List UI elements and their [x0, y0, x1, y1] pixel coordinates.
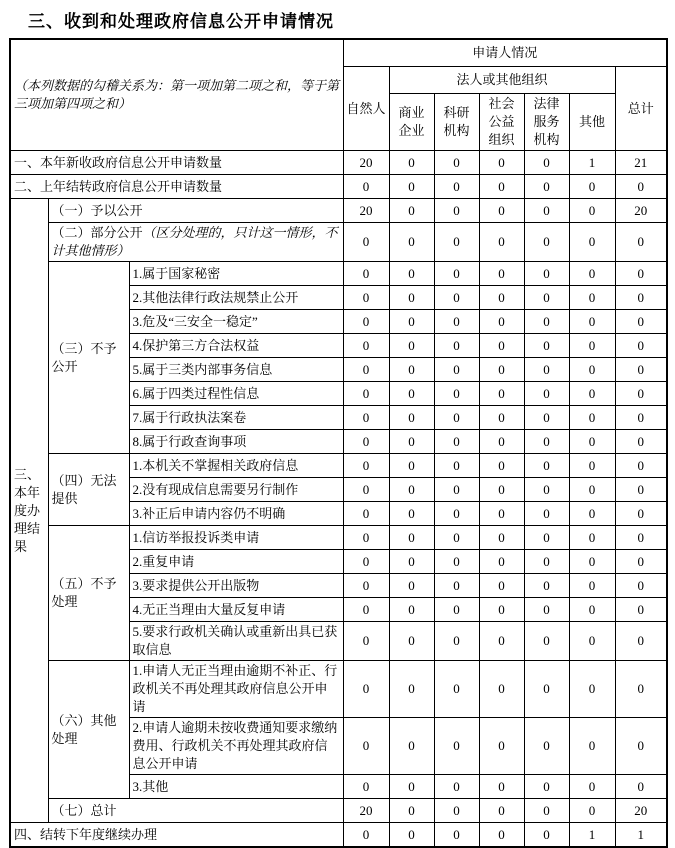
value-cell: 0	[569, 262, 615, 286]
value-cell: 0	[615, 286, 667, 310]
value-cell: 0	[479, 334, 524, 358]
value-cell: 0	[479, 454, 524, 478]
value-cell: 0	[569, 454, 615, 478]
document-page	[0, 7, 675, 842]
value-cell: 0	[343, 550, 389, 574]
value-cell: 0	[615, 334, 667, 358]
value-cell: 0	[615, 406, 667, 430]
value-cell: 0	[389, 823, 434, 848]
value-cell: 0	[434, 358, 479, 382]
subsection-label: （七）总计	[51, 802, 117, 818]
header-row-1	[10, 39, 667, 67]
value-cell: 0	[524, 382, 569, 406]
value-cell: 0	[569, 661, 615, 718]
value-cell: 0	[524, 334, 569, 358]
value-cell: 0	[524, 661, 569, 718]
col-header-total: 总计	[615, 67, 667, 151]
value-cell: 0	[524, 574, 569, 598]
value-cell: 0	[524, 526, 569, 550]
disclosure-requests-table	[9, 38, 668, 848]
row-label-cell: 一、本年新收政府信息公开申请数量	[10, 151, 343, 175]
value-cell: 0	[389, 175, 434, 199]
value-cell: 0	[479, 799, 524, 823]
value-cell: 0	[389, 799, 434, 823]
value-cell: 0	[569, 622, 615, 661]
value-cell: 0	[479, 622, 524, 661]
value-cell: 0	[524, 454, 569, 478]
value-cell: 20	[343, 199, 389, 223]
item-label-cell: 4.保护第三方合法权益	[129, 334, 343, 358]
value-cell: 0	[389, 151, 434, 175]
col-header-natural-person: 自然人	[343, 67, 389, 151]
value-cell: 0	[434, 550, 479, 574]
value-cell: 0	[434, 823, 479, 848]
value-cell: 0	[569, 175, 615, 199]
value-cell: 0	[389, 775, 434, 799]
value-cell: 0	[569, 799, 615, 823]
item-label-cell: 1.信访举报投诉类申请	[129, 526, 343, 550]
value-cell: 0	[343, 286, 389, 310]
value-cell: 0	[434, 310, 479, 334]
table-row-item	[10, 526, 667, 550]
reconciliation-note: （本列数据的勾稽关系为：第一项加第二项之和，等于第三项加第四项之和）	[10, 39, 343, 151]
value-cell: 0	[389, 358, 434, 382]
col-header-business: 商业企业	[389, 94, 434, 151]
value-cell: 0	[343, 622, 389, 661]
value-cell: 0	[343, 454, 389, 478]
value-cell: 0	[434, 151, 479, 175]
value-cell: 0	[524, 550, 569, 574]
value-cell: 0	[615, 550, 667, 574]
value-cell: 0	[343, 406, 389, 430]
value-cell: 0	[434, 799, 479, 823]
row-label-cell: 四、结转下年度继续办理	[10, 823, 343, 848]
value-cell: 0	[479, 661, 524, 718]
item-label-cell: 3.补正后申请内容仍不明确	[129, 502, 343, 526]
value-cell: 0	[524, 598, 569, 622]
value-cell: 0	[569, 574, 615, 598]
value-cell: 0	[434, 286, 479, 310]
value-cell: 0	[389, 478, 434, 502]
value-cell: 0	[615, 574, 667, 598]
subsection-label-cell: （四）无法提供	[48, 454, 129, 526]
value-cell: 0	[479, 382, 524, 406]
value-cell: 0	[389, 526, 434, 550]
value-cell: 0	[569, 358, 615, 382]
value-cell: 0	[389, 406, 434, 430]
value-cell: 0	[343, 223, 389, 262]
table-row-subsection	[10, 199, 667, 223]
value-cell: 0	[615, 622, 667, 661]
value-cell: 0	[479, 406, 524, 430]
subsection-label-cell	[48, 199, 343, 223]
value-cell: 0	[389, 199, 434, 223]
value-cell: 0	[615, 262, 667, 286]
value-cell: 0	[434, 661, 479, 718]
item-label-cell: 3.其他	[129, 775, 343, 799]
value-cell: 0	[479, 526, 524, 550]
col-header-other: 其他	[569, 94, 615, 151]
value-cell: 0	[343, 175, 389, 199]
value-cell: 0	[389, 430, 434, 454]
value-cell: 1	[569, 151, 615, 175]
table-row-carry-to-next-year	[10, 823, 667, 848]
value-cell: 0	[479, 718, 524, 775]
value-cell: 0	[569, 310, 615, 334]
value-cell: 0	[389, 286, 434, 310]
value-cell: 0	[615, 775, 667, 799]
value-cell: 0	[389, 622, 434, 661]
value-cell: 0	[434, 334, 479, 358]
value-cell: 0	[343, 262, 389, 286]
item-label-cell: 1.申请人无正当理由逾期不补正、行政机关不再处理其政府信息公开申请	[129, 661, 343, 718]
table-row-new-received	[10, 151, 667, 175]
value-cell: 0	[343, 430, 389, 454]
value-cell: 0	[434, 598, 479, 622]
value-cell: 0	[389, 718, 434, 775]
subsection-label-cell: （五）不予处理	[48, 526, 129, 661]
table-row-subsection	[10, 223, 667, 262]
row-label-cell: 二、上年结转政府信息公开申请数量	[10, 175, 343, 199]
value-cell: 0	[569, 598, 615, 622]
page-title: 三、收到和处理政府信息公开申请情况	[28, 12, 334, 31]
value-cell: 0	[479, 175, 524, 199]
value-cell: 0	[479, 310, 524, 334]
table-row-item	[10, 454, 667, 478]
value-cell: 0	[434, 574, 479, 598]
value-cell: 0	[479, 223, 524, 262]
value-cell: 0	[434, 454, 479, 478]
value-cell: 0	[615, 358, 667, 382]
value-cell: 0	[434, 430, 479, 454]
value-cell: 0	[524, 406, 569, 430]
value-cell: 0	[569, 382, 615, 406]
value-cell: 0	[479, 775, 524, 799]
subsection-label: （一）予以公开	[51, 202, 143, 218]
value-cell: 0	[434, 406, 479, 430]
value-cell: 0	[389, 334, 434, 358]
value-cell: 0	[569, 526, 615, 550]
col-header-legal-service: 法律服务机构	[524, 94, 569, 151]
value-cell: 0	[569, 502, 615, 526]
value-cell: 0	[389, 598, 434, 622]
value-cell: 0	[524, 478, 569, 502]
value-cell: 0	[615, 454, 667, 478]
value-cell: 0	[524, 502, 569, 526]
value-cell: 0	[479, 478, 524, 502]
value-cell: 0	[479, 199, 524, 223]
value-cell: 0	[343, 661, 389, 718]
value-cell: 0	[434, 502, 479, 526]
value-cell: 0	[434, 478, 479, 502]
value-cell: 0	[389, 550, 434, 574]
value-cell: 0	[434, 175, 479, 199]
item-label-cell: 5.要求行政机关确认或重新出具已获取信息	[129, 622, 343, 661]
col-header-research: 科研机构	[434, 94, 479, 151]
subsection-label-cell	[48, 223, 343, 262]
value-cell: 0	[524, 718, 569, 775]
value-cell: 0	[343, 382, 389, 406]
value-cell: 0	[434, 262, 479, 286]
subsection-label-cell: （六）其他处理	[48, 661, 129, 799]
value-cell: 0	[434, 199, 479, 223]
value-cell: 0	[524, 262, 569, 286]
value-cell: 0	[434, 718, 479, 775]
value-cell: 0	[569, 478, 615, 502]
value-cell: 0	[569, 550, 615, 574]
value-cell: 21	[615, 151, 667, 175]
value-cell: 0	[479, 574, 524, 598]
value-cell: 0	[569, 775, 615, 799]
value-cell: 0	[569, 199, 615, 223]
item-label-cell: 8.属于行政查询事项	[129, 430, 343, 454]
item-label-cell: 6.属于四类过程性信息	[129, 382, 343, 406]
value-cell: 0	[524, 823, 569, 848]
table-row-carried-from-last-year	[10, 175, 667, 199]
subsection-label-cell: （三）不予公开	[48, 262, 129, 454]
table-row-item	[10, 661, 667, 718]
value-cell: 0	[434, 622, 479, 661]
value-cell: 0	[615, 598, 667, 622]
value-cell: 0	[434, 526, 479, 550]
value-cell: 0	[389, 574, 434, 598]
value-cell: 0	[343, 334, 389, 358]
item-label-cell: 1.本机关不掌握相关政府信息	[129, 454, 343, 478]
value-cell: 0	[569, 718, 615, 775]
value-cell: 0	[524, 286, 569, 310]
value-cell: 0	[524, 175, 569, 199]
legal-org-group-header: 法人或其他组织	[389, 67, 615, 94]
value-cell: 0	[479, 502, 524, 526]
value-cell: 0	[343, 502, 389, 526]
item-label-cell: 2.申请人逾期未按收费通知要求缴纳费用、行政机关不再处理其政府信息公开申请	[129, 718, 343, 775]
subsection-label-cell	[48, 799, 343, 823]
subsection-label: （二）部分公开	[51, 225, 143, 240]
value-cell: 0	[479, 430, 524, 454]
value-cell: 0	[569, 406, 615, 430]
value-cell: 0	[343, 823, 389, 848]
value-cell: 0	[343, 310, 389, 334]
value-cell: 0	[615, 382, 667, 406]
value-cell: 0	[343, 478, 389, 502]
value-cell: 0	[389, 223, 434, 262]
value-cell: 20	[615, 199, 667, 223]
item-label-cell: 2.其他法律行政法规禁止公开	[129, 286, 343, 310]
value-cell: 0	[569, 223, 615, 262]
value-cell: 0	[479, 358, 524, 382]
item-label-cell: 4.无正当理由大量反复申请	[129, 598, 343, 622]
section-label-cell: 三、本年度办理结果	[10, 199, 48, 823]
value-cell: 0	[524, 223, 569, 262]
value-cell: 0	[615, 310, 667, 334]
value-cell: 0	[524, 799, 569, 823]
col-header-social-org: 社会公益组织	[479, 94, 524, 151]
value-cell: 0	[389, 502, 434, 526]
value-cell: 1	[569, 823, 615, 848]
value-cell: 0	[343, 775, 389, 799]
item-label-cell: 3.要求提供公开出版物	[129, 574, 343, 598]
value-cell: 0	[389, 661, 434, 718]
item-label-cell: 2.重复申请	[129, 550, 343, 574]
item-label-cell: 1.属于国家秘密	[129, 262, 343, 286]
value-cell: 0	[434, 223, 479, 262]
value-cell: 0	[479, 823, 524, 848]
value-cell: 0	[615, 478, 667, 502]
value-cell: 0	[389, 262, 434, 286]
value-cell: 0	[569, 286, 615, 310]
value-cell: 0	[615, 661, 667, 718]
value-cell: 0	[479, 550, 524, 574]
subsection-label-note: （区分处理的，只计这一情形，不计其他情形）	[51, 225, 338, 258]
value-cell: 0	[479, 262, 524, 286]
value-cell: 0	[524, 358, 569, 382]
value-cell: 0	[524, 151, 569, 175]
value-cell: 0	[524, 310, 569, 334]
value-cell: 0	[389, 454, 434, 478]
value-cell: 0	[343, 358, 389, 382]
value-cell: 0	[389, 310, 434, 334]
value-cell: 0	[615, 223, 667, 262]
value-cell: 0	[479, 286, 524, 310]
item-label-cell: 3.危及“三安全一稳定”	[129, 310, 343, 334]
value-cell: 20	[615, 799, 667, 823]
value-cell: 0	[524, 775, 569, 799]
value-cell: 0	[343, 718, 389, 775]
value-cell: 0	[479, 151, 524, 175]
value-cell: 0	[615, 526, 667, 550]
applicant-group-header: 申请人情况	[343, 39, 667, 67]
value-cell: 0	[434, 382, 479, 406]
value-cell: 0	[615, 430, 667, 454]
value-cell: 0	[615, 175, 667, 199]
value-cell: 0	[524, 622, 569, 661]
item-label-cell: 5.属于三类内部事务信息	[129, 358, 343, 382]
value-cell: 0	[434, 775, 479, 799]
value-cell: 0	[343, 574, 389, 598]
value-cell: 0	[389, 382, 434, 406]
value-cell: 0	[524, 430, 569, 454]
value-cell: 20	[343, 799, 389, 823]
value-cell: 0	[343, 526, 389, 550]
item-label-cell: 7.属于行政执法案卷	[129, 406, 343, 430]
value-cell: 0	[615, 502, 667, 526]
value-cell: 0	[479, 598, 524, 622]
value-cell: 0	[569, 334, 615, 358]
value-cell: 0	[343, 598, 389, 622]
value-cell: 20	[343, 151, 389, 175]
value-cell: 0	[615, 718, 667, 775]
value-cell: 0	[524, 199, 569, 223]
value-cell: 0	[569, 430, 615, 454]
table-row-subsection	[10, 799, 667, 823]
item-label-cell: 2.没有现成信息需要另行制作	[129, 478, 343, 502]
table-row-item	[10, 262, 667, 286]
value-cell: 1	[615, 823, 667, 848]
